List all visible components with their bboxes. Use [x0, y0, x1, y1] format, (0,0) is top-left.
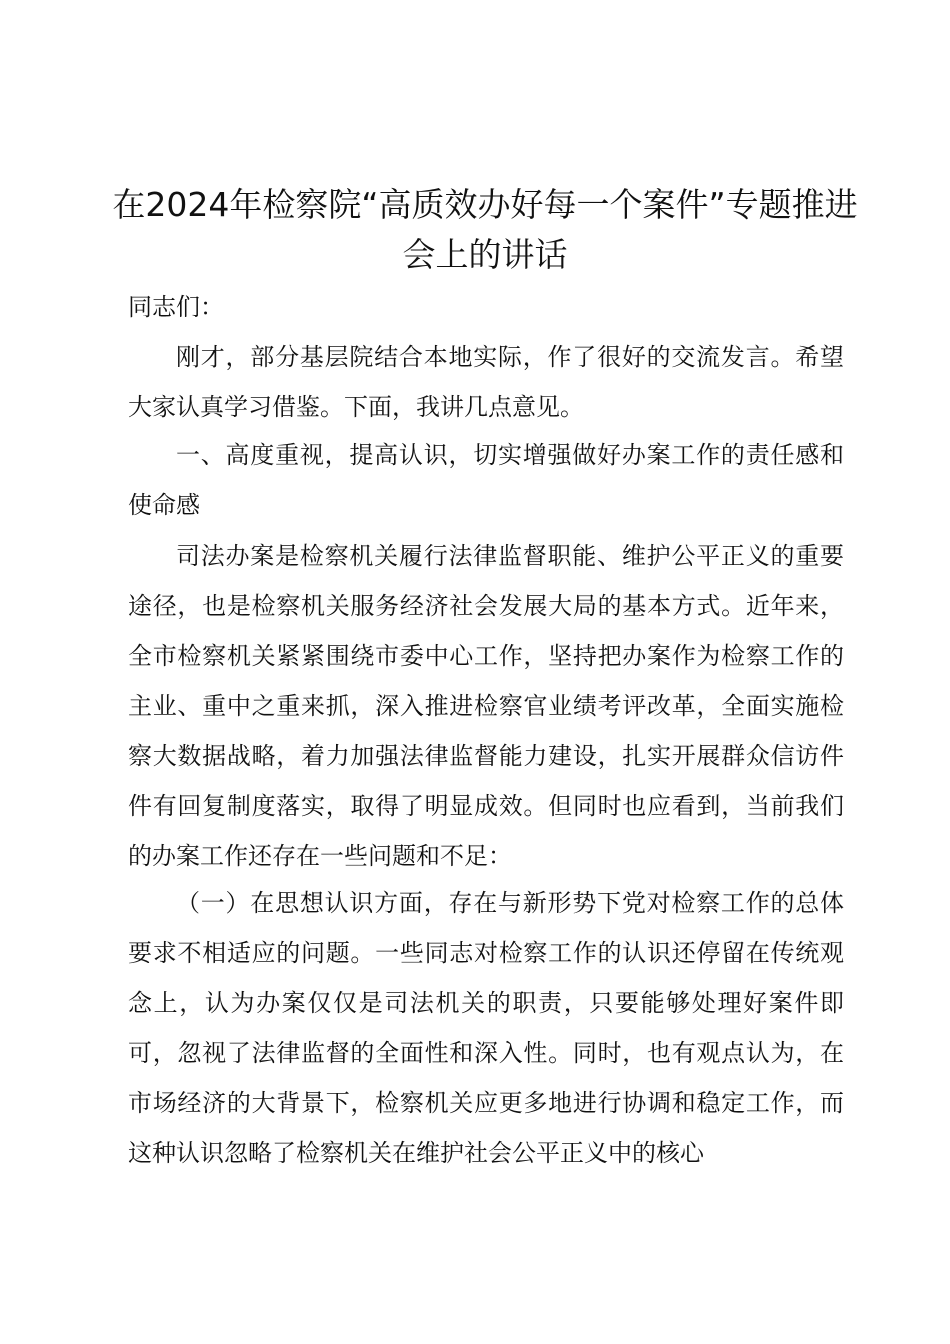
document-title: 在2024年检察院“高质效办好每一个案件”专题推进会上的讲话	[112, 185, 858, 274]
paragraph-subsection-1: （一）在思想认识方面，存在与新形势下党对检察工作的总体要求不相适应的问题。一些同志对检察工作的认识还停留在传统观念上，认为办案仅仅是司法机关的职责，只要能够处理好案件即可，忽视了法律监督的全面性和深入性。同时，也有观点认为，在市场经济的大背景下，检察机关应更多地进行协调和稳定工作，而这种认识忽略了检察机关在维护社会公平正义中的核心	[128, 889, 844, 1167]
section-heading-1: 一、高度重视，提高认识，切实增强做好办案工作的责任感和使命感	[128, 441, 844, 519]
paragraph-body: 司法办案是检察机关履行法律监督职能、维护公平正义的重要途径，也是检察机关服务经济社会发展大局的基本方式。近年来，全市检察机关紧紧围绕市委中心工作，坚持把办案作为检察工作的主业、重中之重来抓，深入推进检察官业绩考评改革，全面实施检察大数据战略，着力加强法律监督能力建设，扎实开展群众信访件件有回复制度落实，取得了明显成效。但同时也应看到，当前我们的办案工作还存在一些问题和不足：	[128, 542, 844, 870]
paragraph-opening: 刚才，部分基层院结合本地实际，作了很好的交流发言。希望大家认真学习借鉴。下面，我讲几点意见。	[128, 343, 844, 421]
salutation: 同志们：	[128, 293, 224, 321]
